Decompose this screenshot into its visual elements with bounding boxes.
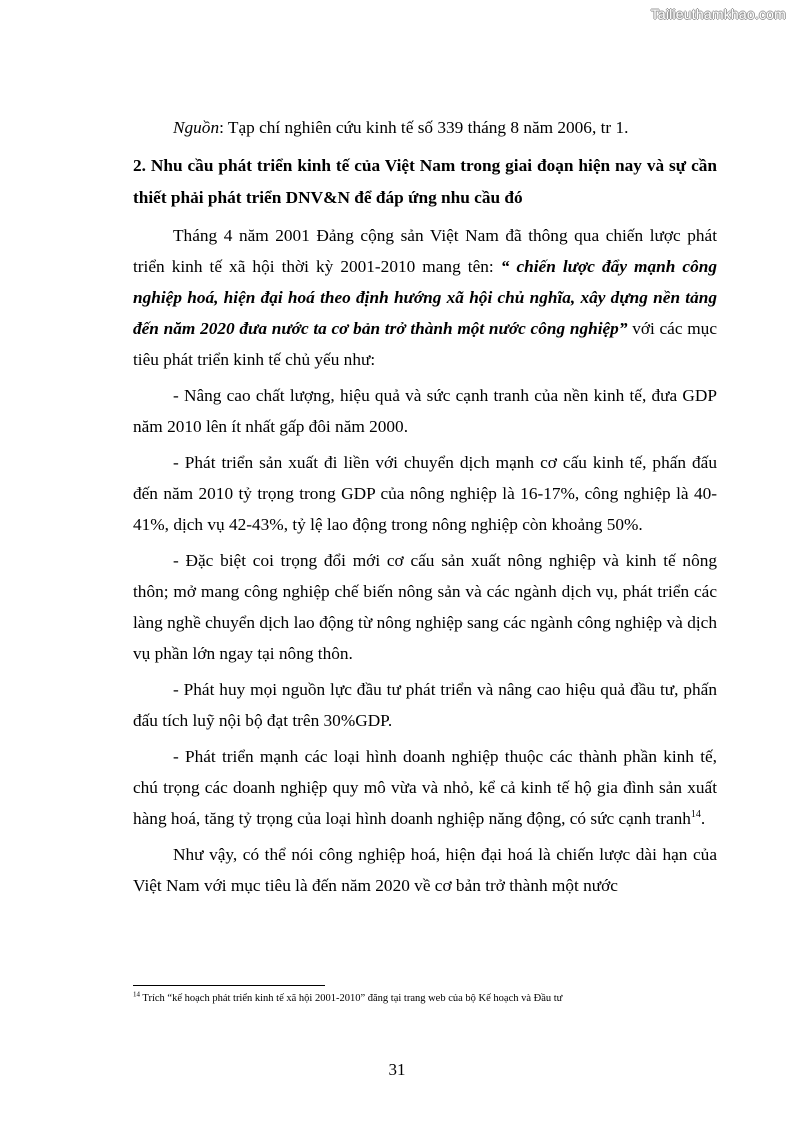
intro-text: Tháng 4 năm 2001 Đảng cộng sản Việt Nam đã thông qua chiến lược phát triển kinh tế xã hội thời kỳ 2001-2010 mang tên: [133,226,717,276]
footnote-separator [133,985,325,986]
page-body [133,112,717,906]
footnote-number: 14 [133,990,140,999]
closing-paragraph: Như vậy, có thể nói công nghiệp hoá, hiện đại hoá là chiến lược dài hạn của Việt Nam với mục tiêu là đến năm 2020 về cơ bản trở thành một nước [133,845,717,895]
section-heading: 2. Nhu cầu phát triển kinh tế của Việt Nam trong giai đoạn hiện nay và sự cần thiết phải phát triển DNV&N để đáp ứng nhu cầu đó [133,156,717,207]
intro-paragraph [133,220,717,375]
goal-item: - Đặc biệt coi trọng đổi mới cơ cấu sản xuất nông nghiệp và kinh tế nông thôn; mở mang công nghiệp chế biến nông sản và các ngành dịch vụ, phát triển các làng nghề chuyển dịch lao động từ nông nghiệp sang các ngành công nghiệp và dịch vụ phần lớn ngay tại nông thôn. [133,551,717,663]
footnote-text: Trích “kế hoạch phát triển kinh tế xã hội 2001-2010” đăng tại trang web của bộ Kế hoạch và Đầu tư [140,993,563,1004]
source-citation [173,112,717,143]
watermark: Tailieuthamkhao.com [650,6,786,22]
source-label: Nguồn [173,118,220,137]
goal-item: - Nâng cao chất lượng, hiệu quả và sức cạnh tranh của nền kinh tế, đưa GDP năm 2010 lên ít nhất gấp đôi năm 2000. [133,386,717,436]
goal-item: - Phát triển sản xuất đi liền với chuyển dịch mạnh cơ cấu kinh tế, phấn đấu đến năm 2010 tỷ trọng trong GDP của nông nghiệp là 16-17%, công nghiệp là 40-41%, dịch vụ 42-43%, tỷ lệ lao động trong nông nghiệp còn khoảng 50%. [133,453,717,534]
intro-tail: với các mục tiêu phát triển kinh tế chủ yếu như: [133,319,717,369]
goal-item-end: . [700,809,706,828]
strategy-quote: “ chiến lược đẩy mạnh công nghiệp hoá, hiện đại hoá theo định hướng xã hội chủ nghĩa, xây dựng nền tảng đến năm 2020 đưa nước ta cơ bản trở thành một nước công nghiệp” [133,257,717,338]
footnote-reference[interactable]: 14 [690,809,701,821]
goal-item: - Phát huy mọi nguồn lực đầu tư phát triển và nâng cao hiệu quả đầu tư, phấn đấu tích luỹ nội bộ đạt trên 30%GDP. [133,680,717,730]
page-number: 31 [388,1060,406,1079]
goal-item-text: - Phát triển mạnh các loại hình doanh nghiệp thuộc các thành phần kinh tế, chú trọng các doanh nghiệp quy mô vừa và nhỏ, kể cả kinh tế hộ gia đình sản xuất hàng hoá, tăng tỷ trọng của loại hình doanh nghiệp năng động, có sức cạnh tranh [133,747,717,828]
source-text: : Tạp chí nghiên cứu kinh tế số 339 tháng 8 năm 2006, tr 1. [219,118,629,137]
goal-item [133,741,717,834]
footnote [133,992,733,1006]
